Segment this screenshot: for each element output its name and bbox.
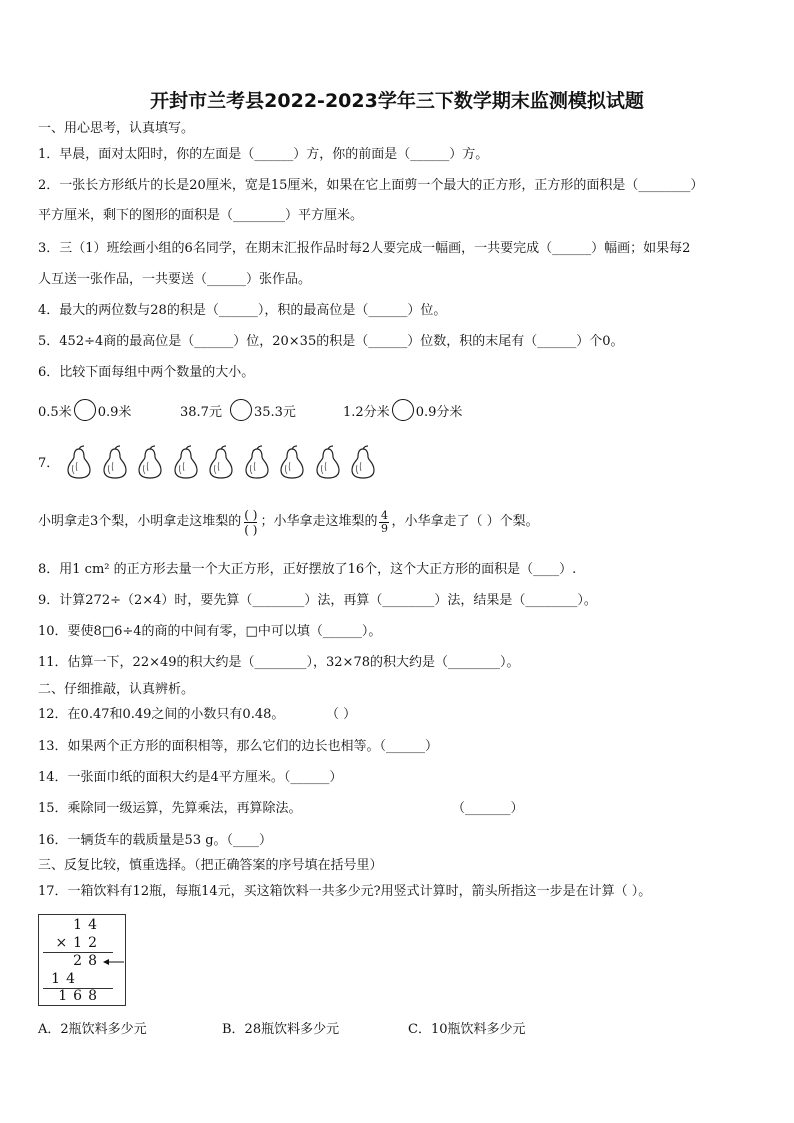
compare-item-2: [180, 399, 296, 421]
compare-right-3: 0.9分米: [415, 404, 463, 420]
section-3-heading: 三、反复比较，慎重选择。（把正确答案的序号填在括号里）: [38, 858, 383, 873]
question-10: 10．要使8□6÷4的商的中间有零，□中可以填（______）。: [38, 624, 382, 639]
pear-icon: [348, 445, 378, 479]
arrow-icon: [103, 957, 125, 967]
page-title: 开封市兰考县2022-2023学年三下数学期末监测模拟试题: [150, 90, 644, 112]
mult-row-2: ×12: [55, 935, 103, 951]
q7-text-c: ，小华拿走了（ ）个梨。: [391, 514, 539, 529]
question-3-line-2: 人互送一张作品，一共要送（______）张作品。: [38, 272, 312, 287]
compare-right-1: 0.9米: [97, 404, 132, 420]
question-16: 16．一辆货车的载质量是53 g。（____）: [38, 833, 273, 848]
question-1: 1．早晨，面对太阳时，你的左面是（______）方，你的前面是（______）方。: [38, 147, 489, 162]
question-4: 4．最大的两位数与28的积是（______），积的最高位是（______）位。: [38, 303, 447, 318]
q7-fraction-four-ninths: [379, 510, 389, 535]
q7-text-b: ；小华拿走这堆梨的: [260, 514, 378, 529]
question-12: 12．在0.47和0.49之间的小数只有0.48。: [38, 707, 285, 722]
pear-icon: [313, 445, 343, 479]
pear-icon: [242, 445, 272, 479]
compare-left-2: 38.7元: [180, 404, 222, 420]
q7-blank-fraction: [244, 508, 257, 537]
pear-icon: [171, 445, 201, 479]
compare-left-1: 0.5米: [38, 404, 72, 420]
mult-row-1: 14: [73, 917, 103, 933]
pear-icon: [64, 445, 94, 479]
option-b[interactable]: B．28瓶饮料多少元: [222, 1022, 340, 1037]
compare-left-3: 1.2分米: [343, 404, 390, 420]
pear-icon: [206, 445, 236, 479]
q7-frac2-denominator: 9: [380, 521, 388, 535]
question-8: 8．用1 cm² 的正方形去量一个大正方形，正好摆放了16个，这个大正方形的面积是（____）.: [38, 562, 577, 577]
q7-text-a: 小明拿走3个梨，小明拿走这堆梨的: [38, 514, 242, 529]
compare-item-3: [343, 399, 462, 421]
compare-item-1: [38, 399, 131, 421]
question-12-answer[interactable]: （ ）: [326, 707, 357, 722]
mult-row-4: 14: [51, 971, 81, 987]
q7-frac2-numerator: 4: [380, 508, 388, 522]
question-2-line-2: 平方厘米，剩下的图形的面积是（________）平方厘米。: [38, 208, 364, 223]
compare-circle-3[interactable]: [392, 399, 414, 421]
mult-row-5: 168: [58, 988, 103, 1004]
option-a[interactable]: A．2瓶饮料多少元: [38, 1022, 147, 1037]
section-1-heading: 一、用心思考，认真填写。: [38, 121, 195, 136]
question-7-text: [38, 500, 539, 544]
section-2-heading: 二、仔细推敲，认真辨析。: [38, 682, 195, 697]
q7-frac-denominator: ( ): [244, 522, 258, 537]
option-c[interactable]: C．10瓶饮料多少元: [408, 1022, 526, 1037]
mult-row-3: 28: [73, 953, 103, 969]
question-11: 11．估算一下，22×49的积大约是（________），32×78的积大约是（________）。: [38, 655, 520, 670]
question-9: 9．计算272÷（2×4）时，要先算（________）法，再算（________）法，结果是（________）。: [38, 593, 597, 608]
pear-icon: [135, 445, 165, 479]
compare-circle-2[interactable]: [230, 399, 252, 421]
q7-frac-numerator: ( ): [244, 507, 258, 522]
compare-circle-1[interactable]: [74, 399, 96, 421]
question-17: 17．一箱饮料有12瓶，每瓶14元，买这箱饮料一共多少元?用竖式计算时，箭头所指这一步是在计算（ ）。: [38, 884, 652, 899]
question-14: 14．一张面巾纸的面积大约是4平方厘米。（______）: [38, 770, 343, 785]
pear-icon: [277, 445, 307, 479]
question-2-line-1: 2．一张长方形纸片的长是20厘米，宽是15厘米，如果在它上面剪一个最大的正方形，正方形的面积是（________）: [38, 178, 704, 193]
question-7-number: 7．: [38, 456, 60, 471]
question-15-answer[interactable]: （_______）: [452, 801, 524, 816]
question-3-line-1: 3．三（1）班绘画小组的6名同学，在期末汇报作品时每2人要完成一幅画，一共要完成（______）幅画；如果每2: [38, 241, 691, 256]
question-13: 13．如果两个正方形的面积相等，那么它们的边长也相等。（______）: [38, 739, 439, 754]
vertical-multiplication: [38, 914, 126, 1006]
question-15: 15．乘除同一级运算，先算乘法，再算除法。: [38, 801, 302, 816]
compare-right-2: 35.3元: [253, 404, 296, 420]
question-6: 6．比较下面每组中两个数量的大小。: [38, 365, 255, 380]
pear-icon: [100, 445, 130, 479]
question-5: 5．452÷4商的最高位是（______）位，20×35的积是（______）位数，积的末尾有（______）个0。: [38, 334, 624, 349]
